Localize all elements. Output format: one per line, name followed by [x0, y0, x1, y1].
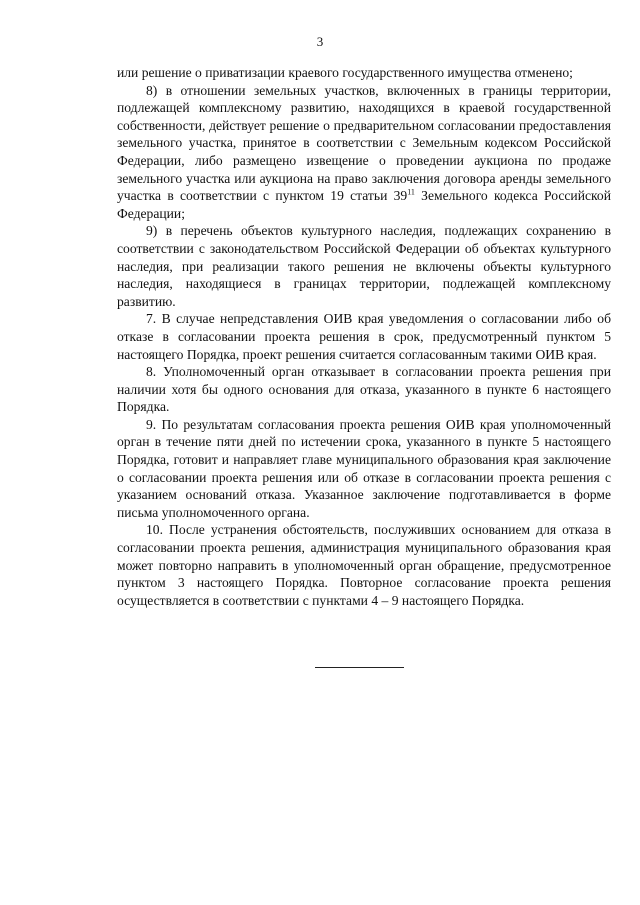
paragraph-item-8-text: 8) в отношении земельных участков, включенных в границы территории, подлежащей комплексному развитию, находящихся в краевой государственной собственности, действует решение о предварительном согласовании предоставления земельного участка, принятое в соответствии с Земельным кодексом Российской Федерации, либо размещено извещение о проведении аукциона по продаже земельного участка или аукциона на право заключения договора аренды земельного участка в соответствии с пунктом 19 статьи 39	[117, 82, 611, 204]
end-of-document-rule	[315, 667, 404, 668]
paragraph-clause-8: 8. Уполномоченный орган отказывает в согласовании проекта решения при наличии хотя бы одного основания для отказа, указанного в пункте 6 настоящего Порядка.	[117, 364, 611, 415]
paragraph-clause-9: 9. По результатам согласования проекта решения ОИВ края уполномоченный орган в течение пяти дней по истечении срока, указанного в пункте 5 настоящего Порядка, готовит и направляет главе муниципального образования края заключение о согласовании проекта решения или об отказе в согласовании проекта решения с указанием оснований отказа. Указанное заключение подготавливается в форме письма уполномоченного органа.	[117, 416, 611, 520]
paragraph-item-9: 9) в перечень объектов культурного наследия, подлежащих сохранению в соответствии с законодательством Российской Федерации об объектах культурного наследия, при реализации такого решения не включены объекты культурного наследия, находящиеся в границах территории, подлежащей комплексному развитию.	[117, 223, 611, 309]
superscript-article-index: 11	[407, 187, 415, 197]
page-number: 3	[316, 34, 324, 49]
document-body	[117, 64, 611, 609]
paragraph-clause-7: 7. В случае непредставления ОИВ края уведомления о согласовании либо об отказе в согласовании проекта решения в срок, предусмотренный пунктом 5 настоящего Порядка, проект решения считается согласованным такими ОИВ края.	[117, 311, 611, 362]
paragraph-clause-10: 10. После устранения обстоятельств, послуживших основанием для отказа в согласовании проекта решения, администрация муниципального образования края может повторно направить в уполномоченный орган обращение, предусмотренное пунктом 3 настоящего Порядка. Повторное согласование проекта решения осуществляется в соответствии с пунктами 4 – 9 настоящего Порядка.	[117, 522, 611, 608]
paragraph-item-8	[117, 82, 611, 223]
paragraph-continuation: или решение о приватизации краевого государственного имущества отменено;	[117, 65, 573, 80]
paragraph-item-8-tail: Земельного кодекса Российской Федерации;	[117, 188, 611, 221]
